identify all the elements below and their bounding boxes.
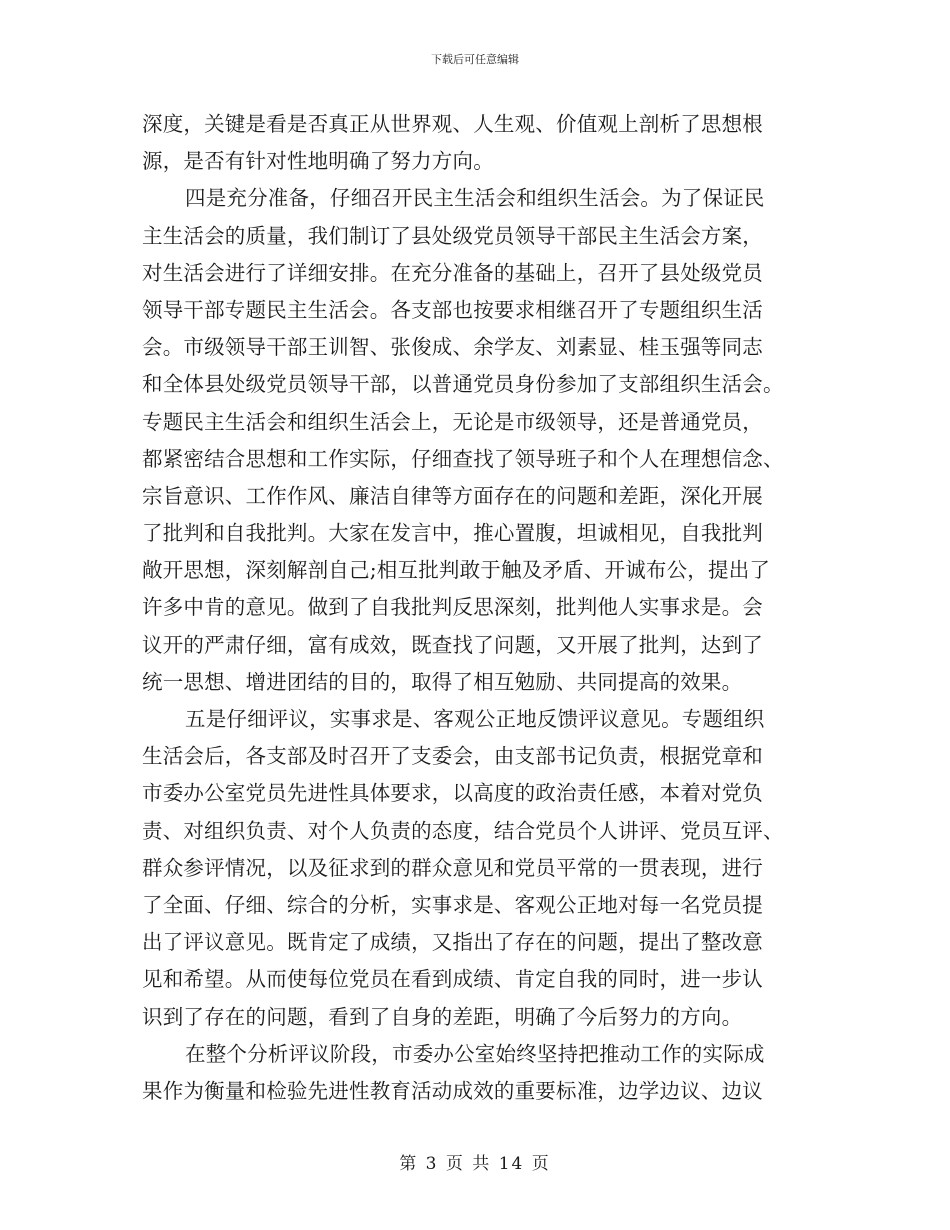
text-line: 源，是否有针对性地明确了努力方向。 [142, 149, 494, 174]
paragraph-first-line: 四是充分准备，仔细召开民主生活会和组织生活会。为了保证民 [185, 186, 765, 211]
document-body [142, 106, 808, 1110]
text-line: 统一思想、增进团结的目的，取得了相互勉励、共同提高的效果。 [142, 669, 743, 694]
text-line: 果作为衡量和检验先进性教育活动成效的重要标准，边学边议、边议 [142, 1078, 763, 1103]
text-line: 领导干部专题民主生活会。各支部也按要求相继召开了专题组织生活 [142, 297, 763, 322]
text-line: 专题民主生活会和组织生活会上，无论是市级领导，还是普通党员， [142, 409, 763, 434]
paragraph-first-line: 在整个分析评议阶段，市委办公室始终坚持把推动工作的实际成 [185, 1041, 765, 1066]
text-line: 深度，关键是看是否真正从世界观、人生观、价值观上剖析了思想根 [142, 112, 763, 136]
text-line: 宗旨意识、工作作风、廉洁自律等方面存在的问题和差距，深化开展 [142, 483, 763, 508]
text-line: 会。市级领导干部王训智、张俊成、余学友、刘素显、桂玉强等同志 [142, 335, 763, 360]
text-line: 都紧密结合思想和工作实际，仔细查找了领导班子和个人在理想信念、 [142, 446, 784, 471]
page-header-note: 下载后可任意编辑 [431, 53, 519, 66]
text-line: 市委办公室党员先进性具体要求，以高度的政治责任感，本着对党负 [142, 781, 763, 806]
text-line: 出了评议意见。既肯定了成绩，又指出了存在的问题，提出了整改意 [142, 930, 763, 955]
text-line: 了批判和自我批判。大家在发言中，推心置腹，坦诚相见，自我批判 [142, 521, 763, 546]
text-line: 对生活会进行了详细安排。在充分准备的基础上，召开了县处级党员 [142, 260, 763, 285]
page-number-footer: 第 3 页 共 14 页 [399, 1154, 551, 1174]
text-line: 和全体县处级党员领导干部，以普通党员身份参加了支部组织生活会。 [142, 372, 784, 397]
text-line: 敞开思想，深刻解剖自己;相互批判敢于触及矛盾、开诚布公，提出了 [142, 558, 771, 583]
text-line: 群众参评情况，以及征求到的群众意见和党员平常的一贯表现，进行 [142, 855, 763, 880]
text-line: 见和希望。从而使每位党员在看到成绩、肯定自我的同时，进一步认 [142, 967, 763, 992]
text-line: 主生活会的质量，我们制订了县处级党员领导干部民主生活会方案， [142, 223, 763, 248]
text-line: 了全面、仔细、综合的分析，实事求是、客观公正地对每一名党员提 [142, 892, 763, 917]
paragraph-first-line: 五是仔细评议，实事求是、客观公正地反馈评议意见。专题组织 [185, 707, 765, 731]
text-line: 责、对组织负责、对个人负责的态度，结合党员个人讲评、党员互评、 [142, 818, 784, 843]
text-line: 议开的严肃仔细，富有成效，既查找了问题，又开展了批判，达到了 [142, 632, 763, 657]
text-line: 生活会后，各支部及时召开了支委会，由支部书记负责，根据党章和 [142, 744, 763, 769]
text-line: 许多中肯的意见。做到了自我批判反思深刻，批判他人实事求是。会 [142, 595, 763, 620]
text-line: 识到了存在的问题，看到了自身的差距，明确了今后努力的方向。 [142, 1004, 743, 1029]
